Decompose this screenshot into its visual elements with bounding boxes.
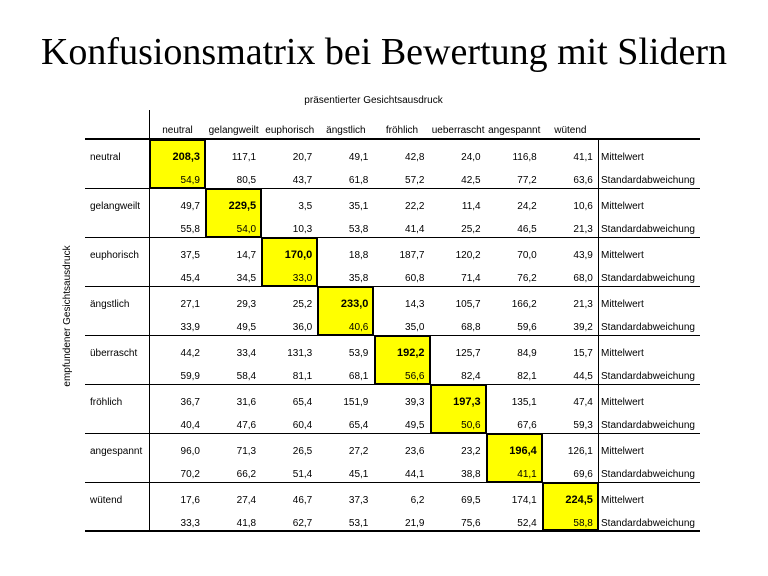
matrix-cell: 49,1 xyxy=(348,152,369,163)
subrow-standardabweichung xyxy=(85,214,700,237)
matrix-cell: 33,9 xyxy=(180,322,200,333)
matrix-cell: 21,9 xyxy=(405,518,425,529)
matrix-cell: 105,7 xyxy=(455,299,481,310)
matrix-cell: 41,4 xyxy=(405,224,425,235)
matrix-row-group-neutral xyxy=(85,140,700,189)
matrix-cell: 23,6 xyxy=(405,446,425,457)
matrix-cell: 33,3 xyxy=(180,518,200,529)
row-label-wütend: wütend xyxy=(90,495,123,506)
matrix-cell: 117,1 xyxy=(231,152,257,163)
matrix-cell: 66,2 xyxy=(236,469,257,480)
matrix-cell: 68,0 xyxy=(573,273,593,284)
matrix-cell: 125,7 xyxy=(455,348,481,359)
row-type-label-mittelwert: Mittelwert xyxy=(601,495,644,506)
matrix-cell: 68,8 xyxy=(461,322,481,333)
matrix-row-group-gelangweilt xyxy=(85,189,700,238)
matrix-cell: 37,3 xyxy=(348,495,369,506)
matrix-cell: 10,6 xyxy=(573,201,593,212)
matrix-cell: 27,4 xyxy=(236,495,257,506)
matrix-cell: 71,3 xyxy=(236,446,257,457)
matrix-cell: 40,6 xyxy=(348,322,369,333)
matrix-cell: 21,3 xyxy=(573,224,593,235)
matrix-cell: 43,9 xyxy=(573,250,593,261)
column-header-row xyxy=(85,124,700,136)
row-type-label-mittelwert: Mittelwert xyxy=(601,152,644,163)
row-type-label-mittelwert: Mittelwert xyxy=(601,348,644,359)
matrix-cell: 116,8 xyxy=(512,152,537,163)
matrix-cell: 45,1 xyxy=(348,469,369,480)
matrix-cell: 135,1 xyxy=(511,397,537,408)
matrix-cell: 49,5 xyxy=(236,322,257,333)
matrix-cell: 53,1 xyxy=(348,518,369,529)
matrix-cell: 37,5 xyxy=(180,250,200,261)
matrix-cell: 6,2 xyxy=(410,495,425,506)
matrix-cell: 18,8 xyxy=(348,250,369,261)
matrix-cell: 35,0 xyxy=(405,322,425,333)
matrix-cell: 43,7 xyxy=(292,175,313,186)
column-header-wütend: wütend xyxy=(554,125,587,136)
matrix-cell: 131,3 xyxy=(287,348,313,359)
row-type-label-mittelwert: Mittelwert xyxy=(601,250,644,261)
matrix-cell: 40,4 xyxy=(180,420,200,431)
matrix-cell: 67,6 xyxy=(517,420,537,431)
matrix-cell: 59,6 xyxy=(517,322,537,333)
matrix-cell: 41,1 xyxy=(517,469,537,480)
matrix-cell: 126,1 xyxy=(567,446,593,457)
matrix-cell: 17,6 xyxy=(180,495,200,506)
column-header-angespannt: angespannt xyxy=(488,125,541,136)
row-type-label-standardabweichung: Standardabweichung xyxy=(601,224,695,235)
matrix-cell: 39,3 xyxy=(405,397,425,408)
column-header-gelangweilt: gelangweilt xyxy=(208,125,259,136)
matrix-cell: 23,2 xyxy=(461,446,481,457)
matrix-cell: 224,5 xyxy=(565,493,593,506)
matrix-cell: 84,9 xyxy=(517,348,537,359)
matrix-row-group-angespannt xyxy=(85,434,700,483)
row-type-label-standardabweichung: Standardabweichung xyxy=(601,420,695,431)
row-type-label-standardabweichung: Standardabweichung xyxy=(601,322,695,333)
matrix-cell: 39,2 xyxy=(573,322,593,333)
matrix-cell: 47,6 xyxy=(236,420,257,431)
row-label-gelangweilt: gelangweilt xyxy=(90,201,141,212)
matrix-cell: 31,6 xyxy=(236,397,257,408)
matrix-cell: 197,3 xyxy=(453,395,481,408)
matrix-cell: 70,2 xyxy=(180,469,200,480)
matrix-cell: 53,8 xyxy=(348,224,369,235)
matrix-cell: 49,5 xyxy=(405,420,425,431)
page-title: Konfusionsmatrix bei Bewertung mit Slidern xyxy=(40,31,728,73)
column-header-ängstlich: ängstlich xyxy=(326,125,366,136)
subrow-standardabweichung xyxy=(85,508,700,531)
row-type-label-mittelwert: Mittelwert xyxy=(601,446,644,457)
matrix-cell: 10,3 xyxy=(292,224,313,235)
matrix-cell: 42,8 xyxy=(405,152,425,163)
matrix-cell: 33,0 xyxy=(292,273,313,284)
subrow-mittelwert xyxy=(85,189,700,214)
matrix-cell: 41,1 xyxy=(573,152,593,163)
matrix-cell: 15,7 xyxy=(573,348,593,359)
matrix-cell: 27,1 xyxy=(180,299,200,310)
matrix-row-group-fröhlich xyxy=(85,385,700,434)
row-type-label-mittelwert: Mittelwert xyxy=(601,299,644,310)
matrix-cell: 52,4 xyxy=(517,518,537,529)
matrix-row-group-ängstlich xyxy=(85,287,700,336)
matrix-cell: 69,6 xyxy=(573,469,593,480)
matrix-cell: 46,7 xyxy=(292,495,313,506)
matrix-cell: 25,2 xyxy=(461,224,481,235)
row-type-label-mittelwert: Mittelwert xyxy=(601,201,644,212)
matrix-cell: 38,8 xyxy=(461,469,481,480)
matrix-cell: 35,1 xyxy=(348,201,369,212)
matrix-cell: 68,1 xyxy=(348,371,369,382)
matrix-cell: 59,3 xyxy=(573,420,593,431)
matrix-cell: 229,5 xyxy=(228,199,257,212)
matrix-cell: 24,0 xyxy=(461,152,481,163)
subrow-standardabweichung xyxy=(85,410,700,433)
matrix-cell: 44,1 xyxy=(405,469,425,480)
column-header-fröhlich: fröhlich xyxy=(385,125,419,136)
subrow-mittelwert xyxy=(85,385,700,410)
matrix-cell: 33,4 xyxy=(236,348,257,359)
matrix-cell: 42,5 xyxy=(461,175,481,186)
column-header-euphorisch: euphorisch xyxy=(265,125,315,136)
matrix-cell: 166,2 xyxy=(511,299,537,310)
matrix-cell: 53,9 xyxy=(348,348,369,359)
matrix-cell: 44,2 xyxy=(180,348,200,359)
matrix-cell: 65,4 xyxy=(348,420,369,431)
subrow-mittelwert xyxy=(85,287,700,312)
row-type-label-standardabweichung: Standardabweichung xyxy=(601,175,695,186)
subrow-mittelwert xyxy=(85,238,700,263)
matrix-cell: 50,6 xyxy=(461,420,481,431)
row-type-label-standardabweichung: Standardabweichung xyxy=(601,371,695,382)
matrix-cell: 233,0 xyxy=(340,297,369,310)
matrix-cell: 96,0 xyxy=(180,446,200,457)
matrix-cell: 192,2 xyxy=(396,346,425,359)
matrix-cell: 47,4 xyxy=(573,397,593,408)
subrow-mittelwert xyxy=(85,434,700,459)
matrix-cell: 14,7 xyxy=(236,250,257,261)
row-type-label-standardabweichung: Standardabweichung xyxy=(601,469,695,480)
matrix-cell: 29,3 xyxy=(236,299,257,310)
matrix-cell: 36,0 xyxy=(292,322,313,333)
matrix-cell: 58,4 xyxy=(236,371,257,382)
matrix-cell: 81,1 xyxy=(292,371,313,382)
matrix-cell: 11,4 xyxy=(461,201,481,212)
matrix-cell: 174,1 xyxy=(511,495,537,506)
matrix-cell: 75,6 xyxy=(461,518,481,529)
matrix-cell: 63,6 xyxy=(573,175,593,186)
matrix-cell: 25,2 xyxy=(292,299,313,310)
row-axis-label: empfundener Gesichtsausdruck xyxy=(62,245,73,387)
matrix-cell: 20,7 xyxy=(292,152,313,163)
matrix-cell: 59,9 xyxy=(180,371,200,382)
matrix-cell: 36,7 xyxy=(180,397,200,408)
matrix-cell: 69,5 xyxy=(461,495,481,506)
subrow-standardabweichung xyxy=(85,312,700,335)
matrix-cell: 54,0 xyxy=(236,224,257,235)
subrow-standardabweichung xyxy=(85,263,700,286)
column-header-ueberrascht: ueberrascht xyxy=(431,125,485,136)
row-type-label-mittelwert: Mittelwert xyxy=(601,397,644,408)
matrix-cell: 21,3 xyxy=(573,299,593,310)
matrix-cell: 14,3 xyxy=(405,299,425,310)
matrix-cell: 49,7 xyxy=(180,201,200,212)
matrix-cell: 62,7 xyxy=(292,518,313,529)
row-label-angespannt: angespannt xyxy=(90,446,143,457)
row-type-label-standardabweichung: Standardabweichung xyxy=(601,273,695,284)
matrix-cell: 3,5 xyxy=(298,201,313,212)
matrix-row-group-wütend xyxy=(85,483,700,532)
matrix-cell: 170,0 xyxy=(284,248,313,261)
row-label-überrascht: überrascht xyxy=(90,348,138,359)
matrix-cell: 71,4 xyxy=(461,273,481,284)
matrix-row-group-überrascht xyxy=(85,336,700,385)
matrix-cell: 80,5 xyxy=(236,175,257,186)
matrix-cell: 70,0 xyxy=(517,250,537,261)
confusion-matrix xyxy=(62,95,700,532)
matrix-cell: 44,5 xyxy=(573,371,593,382)
row-label-euphorisch: euphorisch xyxy=(90,250,139,261)
matrix-cell: 82,4 xyxy=(461,371,481,382)
matrix-cell: 77,2 xyxy=(517,175,537,186)
matrix-cell: 51,4 xyxy=(292,469,313,480)
matrix-cell: 35,8 xyxy=(348,273,369,284)
subrow-standardabweichung xyxy=(85,459,700,482)
matrix-cell: 82,1 xyxy=(517,371,537,382)
column-header-neutral: neutral xyxy=(162,125,193,136)
matrix-row-group-euphorisch xyxy=(85,238,700,287)
matrix-cell: 187,7 xyxy=(399,250,425,261)
matrix-cell: 24,2 xyxy=(517,201,537,212)
matrix-cell: 22,2 xyxy=(405,201,425,212)
row-label-neutral: neutral xyxy=(90,152,121,163)
matrix-cell: 58,8 xyxy=(573,518,593,529)
row-type-label-standardabweichung: Standardabweichung xyxy=(601,518,695,529)
matrix-cell: 151,9 xyxy=(343,397,369,408)
matrix-cell: 61,8 xyxy=(348,175,369,186)
matrix-cell: 120,2 xyxy=(455,250,481,261)
matrix-cell: 60,8 xyxy=(405,273,425,284)
row-label-ängstlich: ängstlich xyxy=(90,299,130,310)
matrix-cell: 27,2 xyxy=(348,446,369,457)
matrix-cell: 55,8 xyxy=(180,224,200,235)
matrix-cell: 41,8 xyxy=(236,518,257,529)
subrow-mittelwert xyxy=(85,483,700,508)
matrix-cell: 60,4 xyxy=(292,420,313,431)
row-label-fröhlich: fröhlich xyxy=(90,397,123,408)
matrix-cell: 65,4 xyxy=(292,397,313,408)
matrix-cell: 45,4 xyxy=(180,273,200,284)
column-axis-label: präsentierter Gesichtsausdruck xyxy=(304,95,443,106)
matrix-cell: 208,3 xyxy=(172,150,200,163)
matrix-body xyxy=(85,138,700,532)
matrix-cell: 26,5 xyxy=(292,446,313,457)
matrix-cell: 56,6 xyxy=(405,371,425,382)
matrix-cell: 76,2 xyxy=(517,273,537,284)
matrix-cell: 54,9 xyxy=(180,175,200,186)
matrix-cell: 196,4 xyxy=(509,444,537,457)
matrix-cell: 34,5 xyxy=(236,273,257,284)
matrix-cell: 46,5 xyxy=(517,224,537,235)
matrix-cell: 57,2 xyxy=(405,175,425,186)
